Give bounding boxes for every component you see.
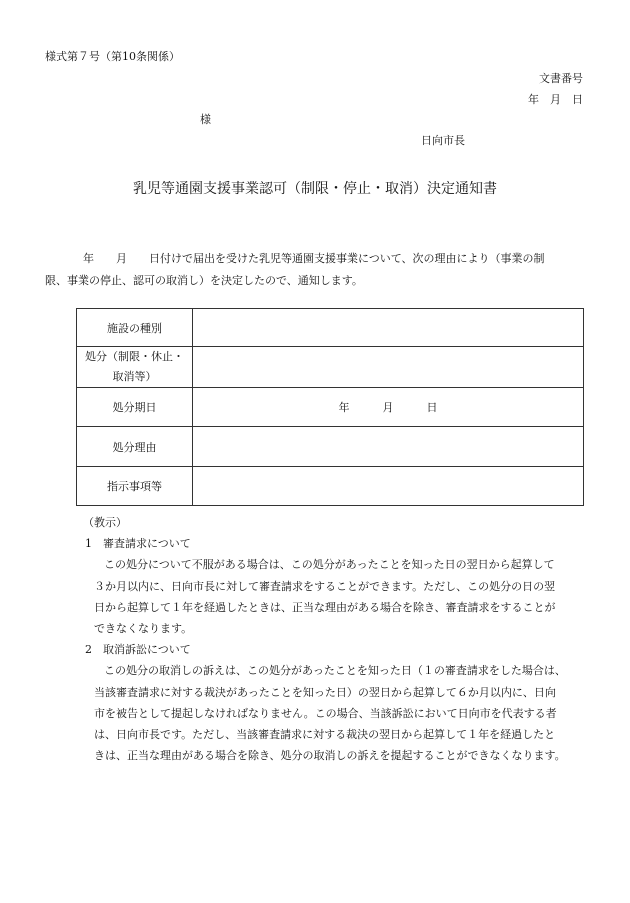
- disposition-reason-value: [193, 427, 584, 467]
- section-title: 審査請求について: [103, 537, 191, 551]
- body-line: この処分について不服がある場合は、この処分があったことを知った日の翌日から起算して: [104, 558, 555, 572]
- table-row: [77, 388, 584, 427]
- section-title: 取消訴訟について: [103, 643, 191, 657]
- sender-name: 日向市長: [421, 134, 465, 147]
- addressee-suffix: 様: [200, 113, 211, 126]
- body-line: 当該審査請求に対する裁決があったことを知った日）の翌日から起算して６か月以内に、日向: [94, 685, 556, 699]
- disposition-value: [193, 347, 584, 388]
- body-line: 日から起算して１年を経過したときは、正当な理由がある場合を除き、審査請求をすることが: [94, 600, 556, 614]
- notes-section-body: [83, 554, 603, 639]
- form-number: 様式第７号（第10条関係）: [45, 50, 180, 63]
- disposition-date-value: 年 月 日: [193, 388, 584, 427]
- section-number: 2: [85, 643, 92, 657]
- instructions-value: [193, 467, 584, 506]
- document-number-label: 文書番号: [539, 72, 583, 85]
- disposition-reason-label: 処分理由: [77, 427, 193, 467]
- notes-section-body: [83, 660, 603, 766]
- body-paragraph: [45, 248, 586, 292]
- disposition-label-line-2: 取消等）: [112, 370, 157, 383]
- disposition-label: [77, 347, 193, 388]
- instructions-label: 指示事項等: [77, 467, 193, 506]
- disposition-label-line-1: 処分（制限・休止・: [85, 350, 184, 363]
- notes-section-title: [83, 533, 603, 554]
- notes-heading: （教示）: [83, 516, 127, 529]
- disposition-date-label: 処分期日: [77, 388, 193, 427]
- body-line-1: 年 月 日付けで届出を受けた乳児等通園支援事業について、次の理由により（事業の制: [83, 252, 545, 265]
- facility-type-label: 施設の種別: [77, 309, 193, 347]
- body-line: ３か月以内に、日向市長に対して審査請求をすることができます。ただし、この処分の日の翌: [94, 579, 556, 593]
- body-line: きは、正当な理由がある場合を除き、処分の取消しの訴えを提起することができなくなります。: [94, 749, 566, 763]
- notes-section-title: [83, 639, 603, 660]
- document-title: 乳児等通園支援事業認可（制限・停止・取消）決定通知書: [133, 181, 497, 197]
- body-line-2: 限、事業の停止、認可の取消し）を決定したので、通知します。: [45, 274, 363, 287]
- disposition-table: [76, 308, 584, 506]
- table-row: [77, 309, 584, 347]
- body-line: この処分の取消しの訴えは、この処分があったことを知った日（１の審査請求をした場合は、: [104, 664, 566, 678]
- body-line: できなくなります。: [94, 622, 193, 636]
- table-row: [77, 467, 584, 506]
- table-row: [77, 427, 584, 467]
- issue-date: 年 月 日: [528, 93, 583, 106]
- body-line: 市を被告として提起しなければなりません。この場合、当該訴訟において日向市を代表する者: [94, 706, 557, 720]
- body-line: は、日向市長です。ただし、当該審査請求に対する裁決の翌日から起算して１年を経過したと: [94, 728, 556, 742]
- section-number: 1: [85, 537, 92, 551]
- facility-type-value: [193, 309, 584, 347]
- table-row: [77, 347, 584, 388]
- instruction-notes: [83, 512, 603, 766]
